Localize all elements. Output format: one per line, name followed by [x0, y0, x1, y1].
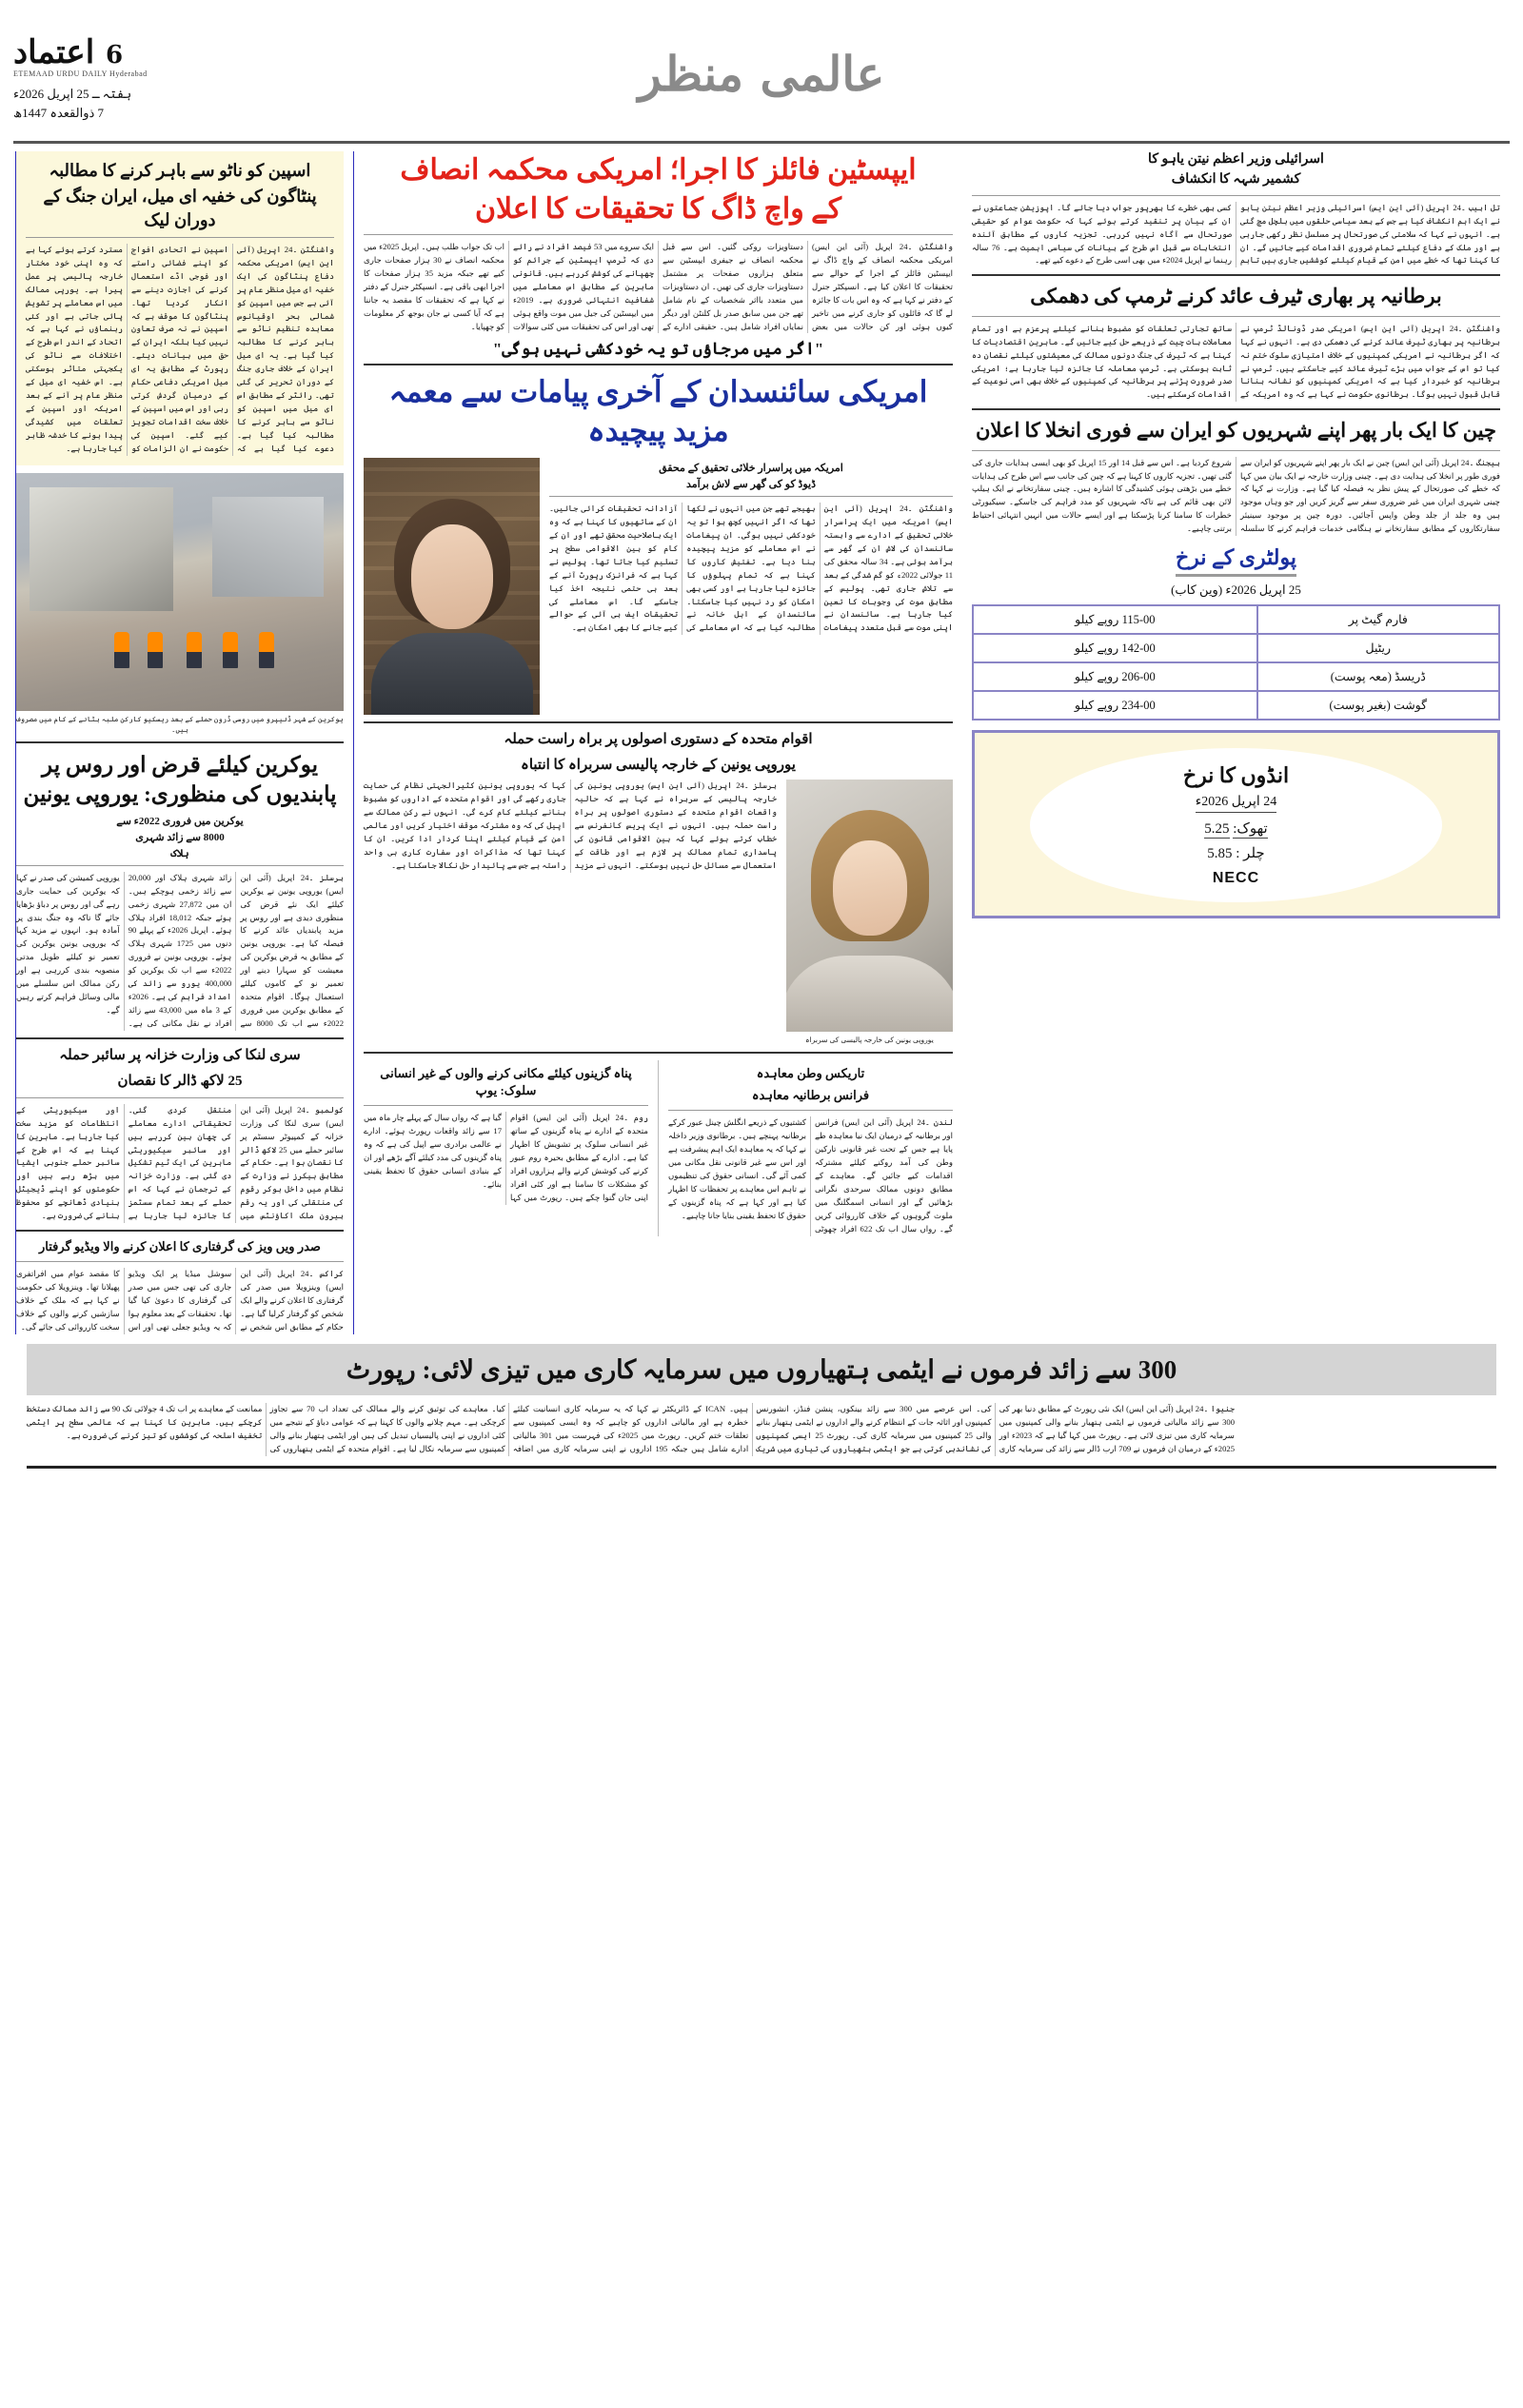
- france-uk-body: لندن ۔24 اپریل (آئی این ایس) فرانس اور برطانیہ کے درمیان ایک نیا معاہدہ طے پایا ہے جس کے تحت غیر قانونی تارکین وطن کی آمد روکنے کیلئے مشترکہ اقدامات کیے جائیں گے۔ معاہدے کے مطابق دونوں ممالک سرحدی نگرانی بڑھائیں گے اور انسانی اسمگلنگ میں ملوث گروہوں کے خلاف کارروائی کریں گے۔ رواں سال اب تک 622 افراد چھوٹی کشتیوں کے ذریعے انگلش چینل عبور کرکے برطانیہ پہنچے ہیں۔ برطانوی وزیر داخلہ نے کہا کہ یہ معاہدہ ایک اہم پیشرفت ہے اور اس سے غیر قانونی نقل مکانی میں کمی آئے گی۔ انسانی حقوق کی تنظیموں نے تاہم اس معاہدے پر تحفظات کا اظہار کیا ہے اور کہا ہے کہ پناہ گزینوں کے حقوق کا تحفظ یقینی بنایا جانا چاہیے۔: [668, 1117, 953, 1234]
- page-number: 6: [106, 41, 124, 69]
- poultry-row-0-value: 115-00 روپے کیلو: [973, 605, 1257, 634]
- rescue-worker: [187, 632, 202, 668]
- lead-headline-line2: کے واچ ڈاگ کا تحقیقات کا اعلان: [474, 192, 842, 225]
- spain-nato-headline-line2: پنٹاگون کی خفیہ ای میل، ایران جنگ کے دوران لیک: [43, 187, 317, 229]
- woman-face: [833, 840, 907, 936]
- eu-official-photo-caption: یوروپی یونین کی خارجہ پالیسی کی سربراہ: [805, 1036, 934, 1045]
- eu-loan-sub-1: یوکرین میں فروری 2022ء سے: [116, 815, 244, 827]
- eu-official-photo-block: [786, 780, 953, 1045]
- poultry-rates-table: [972, 604, 1500, 720]
- un-charter-headline-line2: یوروپی یونین کے خارجہ پالیسی سربراہ کا انتباہ: [521, 758, 796, 774]
- egg-retail-row: [1039, 844, 1433, 862]
- srilanka-headline: سری لنکا کی وزارت خزانہ پر سائبر حملہ: [59, 1047, 301, 1063]
- china-evacuation-headline: چین کا ایک بار پھر اپنے شہریوں کو ایران سے فوری انخلا کا اعلان: [975, 419, 1497, 443]
- table-row: [973, 662, 1499, 691]
- scientist-kicker-2: ڈیوڈ کو کی گھر سے لاش برآمد: [686, 479, 816, 491]
- poultry-row-1-value: 142-00 روپے کیلو: [973, 634, 1257, 662]
- refugee-body: روم ۔24 اپریل (آئی این ایس) اقوام متحدہ کے ادارے نے پناہ گزینوں کے ساتھ غیر انسانی سلوک پر تشویش کا اظہار کیا ہے۔ ادارے کے مطابق بحیرہ روم عبور کرنے کی کوشش کرنے والے ہزاروں افراد کو مشکلات کا سامنا ہے اور کئی افراد اپنی جان گنوا چکے ہیں۔ رپورٹ میں کہا گیا ہے کہ رواں سال کے پہلے چار ماہ میں 17 سے زائد واقعات رپورٹ ہوئے۔ ادارے نے عالمی برادری سے اپیل کی ہے کہ وہ پناہ گزینوں کی مدد کیلئے آگے بڑھے اور ان کے بنیادی انسانی حقوق کا تحفظ یقینی بنائے۔: [364, 1113, 648, 1202]
- israel-story-body: تل ابیب ۔24 اپریل (آئی این ایس) اسرائیلی وزیر اعظم نیتن یاہو نے ایک اہم انکشاف کیا ہے جس کے بعد سیاسی حلقوں میں ہلچل مچ گئی ہے۔ انہوں نے کہا کہ سلامتی کی صورتحال پر مسلسل نظر رکھی جارہی ہے اور ملک کے دفاع کیلئے تمام ضروری اقدامات کیے جائیں گے۔ ان کا کہنا تھا کہ خطے میں امن کے قیام کیلئے کوششیں جاری ہیں تاہم کسی بھی خطرے کا بھرپور جواب دیا جائے گا۔ اپوزیشن جماعتوں نے ان کے بیان پر تنقید کرتے ہوئے کہا کہ حکومت عوام کو حقیقی صورتحال سے آگاہ نہیں کررہی۔ تجزیہ کاروں کے مطابق آئندہ انتخابات سے قبل اس طرح کے بیانات کی سیاسی اہمیت ہے۔ 76 سالہ رہنما نے اپریل 2024ء میں بھی اسی طرح کے دعوے کیے تھے۔: [972, 202, 1501, 266]
- eu-story-text: [364, 780, 777, 872]
- eu-loan-body: برسلز ۔24 اپریل (آئی این ایس) یوروپی یونین نے یوکرین کیلئے ایک نئے قرض کی منظوری دیدی ہے اور روس پر مزید پابندیاں عائد کرنے کا فیصلہ کیا ہے۔ یوروپی یونین کے مطابق یہ قرض یوکرین کی معیشت کو سہارا دینے اور تعمیر نو کے کاموں کیلئے استعمال ہوگا۔ اقوام متحدہ کے مطابق یوکرین میں فروری 2022ء سے اب تک 8000 سے زائد شہری ہلاک اور 20,000 سے زائد زخمی ہوچکے ہیں۔ ان میں 27,872 شہری زخمی ہوئے جبکہ 18,012 افراد ہلاک ہوئے۔ اپریل 2026ء کے پہلے 90 دنوں میں 1725 شہری ہلاک ہوئے۔ یوروپی یونین نے فروری 2022ء سے اب تک یوکرین کو 400,000 یورو سے زائد کی امداد فراہم کی ہے۔ 2026ء کے 3 ماہ میں 43,000 سے زائد افراد نے نقل مکانی کی ہے۔ یوروپی کمیشن کی صدر نے کہا کہ یوکرین کی حمایت جاری رہے گی اور روس پر دباؤ بڑھایا جائے گا تاکہ وہ جنگ بندی پر آمادہ ہو۔ انہوں نے مزید کہا کہ یوروپی یونین یوکرین کی تعمیر نو کیلئے طویل مدتی منصوبہ بندی کررہی ہے اور رکن ممالک اس سلسلے میں مالی وسائل فراہم کرتے رہیں گے۔: [16, 872, 344, 1028]
- column-left: [15, 151, 353, 1334]
- poultry-rates-date: 25 اپریل 2026ء (وین کاب): [1171, 582, 1301, 598]
- nuclear-investment-banner: [27, 1344, 1496, 1395]
- pull-quote-headline: "اگر میں مرجاؤں تو یہ خودکشی نہیں ہوگی": [364, 339, 953, 365]
- scientist-photo: [364, 458, 540, 715]
- nuclear-investment-headline: 300 سے زائد فرموں نے ایٹمی ہتھیاروں میں سرمایہ کاری میں تیزی لائی: رپورٹ: [346, 1354, 1177, 1384]
- venezuela-headline: صدر ویں ویز کی گرفتاری کا اعلان کرنے والا ویڈیو گرفتار: [39, 1239, 321, 1254]
- eu-loan-sub-2: 8000 سے زائد شہری: [135, 831, 225, 843]
- poultry-row-2-value: 206-00 روپے کیلو: [973, 662, 1257, 691]
- issue-date-gregorian: ہفتہ ـ 25 اپریل 2026ء: [13, 87, 132, 101]
- uk-tariff-body: واشنگٹن ۔24 اپریل (آئی این ایس) امریکی صدر ڈونالڈ ٹرمپ نے برطانیہ پر بھاری ٹیرف عائد کرنے کی دھمکی دی ہے۔ انہوں نے کہا کہ اگر برطانیہ نے امریکی کمپنیوں کے خلاف امتیازی سلوک ختم نہ کیا تو اس کے جواب میں بڑے ٹیرف عائد کیے جاسکتے ہیں۔ ٹرمپ نے برطانیہ کو خبردار کیا ہے کہ امریکی کمپنیوں کو نشانہ بنانا قابل قبول نہیں ہوگا۔ برطانوی حکومت نے کہا ہے کہ وہ امریکہ کے ساتھ تجارتی تعلقات کو مضبوط بنانے کیلئے پرعزم ہے اور تمام معاملات بات چیت کے ذریعے حل کیے جائیں گے۔ ماہرین اقتصادیات کا کہنا ہے کہ ٹیرف کی جنگ دونوں ممالک کی معیشتوں کیلئے نقصان دہ ثابت ہوسکتی ہے۔ ٹرمپ معاملہ کا جائزہ لیا جارہا ہے؛ امریکی صدر ضرورت پڑنے پر برطانیہ کی کمپنیوں کے خلاف بھی اسی نوعیت کے اقدامات کرسکتے ہیں۔: [972, 323, 1500, 400]
- column-middle: [353, 151, 962, 1334]
- eu-story-block: [364, 780, 953, 1045]
- rubble-photo-block: [16, 473, 344, 735]
- spain-nato-headline-line1: اسپین کو ناٹو سے باہر کرنے کا مطالبہ: [49, 161, 311, 180]
- france-uk-headline-line2: فرانس برطانیہ معاہدہ: [751, 1088, 870, 1103]
- rubble-rescue-photo: [16, 473, 344, 711]
- bottom-story-section: [13, 1344, 1510, 1469]
- egg-rates-box: [972, 730, 1500, 918]
- egg-wholesale-value: 5.25: [1204, 821, 1230, 838]
- refugee-headline: پناہ گزینوں کیلئے مکانی کرنے والوں کے غیر انسانی سلوک: یوپ: [380, 1066, 632, 1098]
- uk-tariff-headline: برطانیہ پر بھاری ٹیرف عائد کرنے ٹرمپ کی دھمکی: [1030, 285, 1442, 308]
- table-row: [973, 634, 1499, 662]
- scientist-story-block: [364, 458, 953, 715]
- rescue-worker: [223, 632, 238, 668]
- scientist-story-text: [549, 458, 953, 635]
- israel-headline-line2: کشمیر شہہ کا انکشاف: [1171, 171, 1301, 187]
- egg-rates-date: 24 اپریل 2026ء: [1196, 794, 1277, 813]
- egg-rates-title: انڈوں کا نرخ: [1182, 763, 1290, 788]
- migration-story-block: [668, 1060, 953, 1236]
- table-row: [973, 691, 1499, 720]
- egg-retail-value: 5.85: [1207, 846, 1233, 862]
- france-uk-headline-line1: تاریکس وطن معاہدہ: [756, 1066, 865, 1081]
- egg-rates-oval: [1030, 748, 1442, 902]
- scientist-story-body: واشنگٹن ۔24 اپریل (آئی این ایس) امریکہ میں ایک پراسرار خلائی تحقیق کے ادارے سے وابستہ سائنسدان کی لاش ان کے گھر سے برآمد ہوئی ہے۔ 34 سالہ محقق کی 11 جولائی 2022ء کو گم شدگی کے بعد سے تلاش جاری تھی۔ پولیس کے مطابق موت کی وجوہات کا تعین کیا جارہا ہے۔ سائنسدان نے اپنی موت سے قبل متعدد پیغامات بھیجے تھے جن میں انہوں نے لکھا تھا کہ اگر انہیں کچھ ہوا تو یہ خودکشی نہیں ہوگی۔ ان پیغامات نے اس معاملے کو مزید پیچیدہ بنا دیا ہے۔ تفتیش کاروں کا کہنا ہے کہ تمام پہلوؤں کا جائزہ لیا جارہا ہے اور کسی بھی امکان کو رد نہیں کیا جاسکتا۔ سائنسدان کے اہل خانہ نے مطالبہ کیا ہے کہ اس معاملے کی آزادانہ تحقیقات کرائی جائیں۔ ان کے ساتھیوں کا کہنا ہے کہ وہ ایک باصلاحیت محقق تھے اور ان کے کام کو بین الاقوامی سطح پر تسلیم کیا جاتا تھا۔ پولیس نے کہا ہے کہ فرانزک رپورٹ آنے کے بعد ہی حتمی نتیجہ اخذ کیا جاسکے گا۔ اس معاملے کی تحقیقات ایف بی آئی کے حوالے کیے جانے کا بھی امکان ہے۔: [549, 503, 954, 633]
- publication-subtitle: ETEMAAD URDU DAILY Hyderabad: [13, 69, 148, 78]
- publication-name: اعتماد: [13, 33, 95, 71]
- venezuela-body: کراکس ۔24 اپریل (آئی این ایس) وینزویلا میں صدر کی گرفتاری کا اعلان کرنے والے ایک شخص کو گرفتار کرلیا گیا ہے۔ حکام کے مطابق اس شخص نے سوشل میڈیا پر ایک ویڈیو جاری کی تھی جس میں صدر کی گرفتاری کا دعویٰ کیا گیا تھا۔ تحقیقات کے بعد معلوم ہوا کہ یہ ویڈیو جعلی تھی اور اس کا مقصد عوام میں افراتفری پھیلانا تھا۔ وینزویلا کی حکومت نے کہا ہے کہ ملک کے خلاف سازشیں کرنے والوں کے خلاف سخت کارروائی کی جائے گی۔: [16, 1269, 344, 1332]
- poultry-row-0-label: فارم گیٹ پر: [1257, 605, 1499, 634]
- portrait-face: [411, 524, 493, 629]
- bottom-mid-stories: [364, 1060, 953, 1236]
- srilanka-body: کولمبو ۔24 اپریل (آئی این ایس) سری لنکا کی وزارت خزانہ کے کمپیوٹر سسٹم پر سائبر حملے میں 25 لاکھ ڈالر کا نقصان ہوا ہے۔ حکام کے مطابق ہیکرز نے وزارت کے نظام میں داخل ہوکر رقوم کی منتقلی کی اور یہ رقم بیرون ملک اکاؤنٹس میں منتقل کردی گئی۔ تحقیقاتی ادارے معاملے کی چھان بین کررہے ہیں اور سائبر سیکیوریٹی ماہرین کی ایک ٹیم تشکیل دی گئی ہے۔ وزارت خزانہ کے ترجمان نے کہا کہ اس حملے کے بعد تمام سسٹمز کا جائزہ لیا جارہا ہے اور سیکیوریٹی کے انتظامات کو مزید سخت کیا جارہا ہے۔ ماہرین کا کہنا ہے کہ اس طرح کے سائبر حملے جنوبی ایشیا میں بڑھ رہے ہیں اور حکومتوں کو اپنے ڈیجیٹل بنیادی ڈھانچے کو محفوظ بنانے کی ضرورت ہے۔: [16, 1104, 345, 1221]
- page-bottom-rule: [27, 1466, 1496, 1469]
- egg-rates-source: NECC: [1212, 870, 1260, 887]
- poultry-rates-box: [972, 545, 1500, 577]
- poultry-row-1-label: ریٹیل: [1257, 634, 1499, 662]
- issue-date-hijri: 7 ذوالقعدہ 1447ھ: [13, 105, 105, 120]
- rescue-worker: [148, 632, 163, 668]
- newspaper-page: [0, 29, 1523, 2408]
- lead-headline-line1: ایپسٹین فائلز کا اجرا؛ امریکی محکمہ انصاف: [400, 154, 917, 186]
- un-charter-body: برسلز ۔24 اپریل (آئی این ایس) یوروپی یونین کی خارجہ پالیسی کے سربراہ نے کہا ہے کہ حالیہ واقعات اقوام متحدہ کے دستوری اصولوں پر براہ راست حملہ ہیں۔ انہوں نے ایک پریس کانفرنس سے خطاب کرتے ہوئے کہا کہ بین الاقوامی قانون کی پاسداری تمام ممالک پر لازم ہے اور طاقت کے استعمال سے مسائل حل نہیں ہوسکتے۔ انہوں نے مزید کہا کہ یوروپی یونین کثیرالجہتی نظام کی حمایت جاری رکھے گی اور اقوام متحدہ کے اداروں کو مضبوط بنانے کیلئے کام کرے گی۔ انہوں نے رکن ممالک سے اپیل کی کہ وہ مشترکہ موقف اختیار کریں اور عالمی امن کے قیام کیلئے اپنا کردار ادا کریں۔ ان کا کہنا تھا کہ مذاکرات اور سفارت کاری ہی واحد راستہ ہے جس سے پائیدار حل نکالا جاسکتا ہے۔: [364, 780, 777, 870]
- page-content: [13, 151, 1510, 1334]
- rescue-worker: [259, 632, 274, 668]
- refugee-story-block: [364, 1060, 659, 1236]
- eu-loan-sub-3: ہلاک: [170, 847, 189, 859]
- spain-nato-box: [16, 151, 344, 465]
- spain-nato-body: واشنگٹن ۔24 اپریل (آئی این ایس) امریکی محکمہ دفاع پنٹاگون کی ایک خفیہ ای میل منظر عام پر آئی ہے جس میں اسپین کو شمالی بحر اوقیانوس معاہدہ تنظیم ناٹو سے باہر کرنے کا مطالبہ کیا گیا ہے۔ یہ ای میل ایران کے خلاف جاری جنگ کے دوران تحریر کی گئی تھی۔ رائٹر کے مطابق اس ای میل میں اسپین کو ناٹو سے باہر کرنے کا مطالبہ کیا گیا ہے۔ دعوے کیا گیا ہے کہ اسپین نے اتحادی افواج کو اپنے فضائی راستے اور فوجی اڈے استعمال کرنے کی اجازت دینے سے انکار کردیا تھا۔ پنٹاگون کا موقف ہے کہ اسپین نے نہ صرف تعاون نہیں کیا بلکہ ایران کے حق میں بیانات دیئے۔ رپورٹ کے مطابق یہ ای میل امریکی دفاعی حکام کے درمیان گردش کرتی رہی اور اس میں اسپین کے خلاف سخت اقدامات تجویز کیے گئے۔ اسپین کی حکومت نے ان الزامات کو مسترد کرتے ہوئے کہا ہے کہ وہ اپنی خود مختار خارجہ پالیسی پر عمل پیرا ہے۔ یورپی ممالک میں اس معاملے پر تشویش پائی جاتی ہے اور کئی رہنماؤں نے کہا ہے کہ اتحاد کے اندر اس طرح کے اختلافات سے ناٹو کی یکجہتی متاثر ہوسکتی ہے۔ اس خفیہ ای میل کے منظر عام پر آنے کے بعد امریکہ اور اسپین کے تعلقات میں کشیدگی پیدا ہونے کا خدشہ ظاہر کیا جارہا ہے۔: [26, 244, 334, 453]
- eu-official-photo: [786, 780, 953, 1032]
- poultry-rates-title: پولٹری کے نرخ: [1176, 545, 1296, 577]
- egg-wholesale-label: تھوک:: [1233, 821, 1268, 838]
- scientist-kicker-1: امریکہ میں پراسرار خلائی تحقیق کے محقق: [659, 463, 843, 475]
- rescue-worker: [114, 632, 129, 668]
- woman-body: [786, 956, 953, 1032]
- column-right: [962, 151, 1510, 1334]
- poultry-row-3-value: 234-00 روپے کیلو: [973, 691, 1257, 720]
- srilanka-subheadline: 25 لاکھ ڈالر کا نقصان: [117, 1073, 243, 1089]
- lead-story-body: واشنگٹن ۔24 اپریل (آئی این ایس) امریکی محکمہ انصاف کے واچ ڈاگ نے ایپسٹین فائلز کے اجرا کے حوالے سے تحقیقات کا اعلان کیا ہے۔ انسپکٹر جنرل کے دفتر نے کہا ہے کہ وہ اس بات کا جائزہ لے گا کہ فائلوں کو جاری کرنے میں تاخیر کیوں ہوئی اور کن حالات میں بعض دستاویزات روکی گئیں۔ اس سے قبل محکمہ انصاف نے جیفری ایپسٹین سے متعلق ہزاروں صفحات پر مشتمل دستاویزات جاری کی تھیں۔ ان دستاویزات میں متعدد بااثر شخصیات کے نام شامل تھے جن میں سابق صدر بل کلنٹن اور دیگر نمایاں افراد شامل ہیں۔ حقیقی ادارے کے ایک سروے میں 53 فیصد افراد نے رائے دی کہ ٹرمپ ایپسٹین کے جرائم کو چھپانے کی کوشش کررہے ہیں۔ قانونی ماہرین کے مطابق اس معاملے میں شفافیت انتہائی ضروری ہے۔ 2019ء میں ایپسٹین کی جیل میں موت واقع ہوئی تھی اور اس کی تحقیقات میں کئی سوالات اب تک جواب طلب ہیں۔ اپریل 2025ء میں محکمہ انصاف نے 30 ہزار صفحات جاری کیے تھے جبکہ مزید 35 ہزار صفحات کا اجرا ابھی باقی ہے۔ انسپکٹر جنرل کے دفتر نے کہا ہے کہ تحقیقات کا مقصد یہ جاننا ہے کہ آیا کسی نے جان بوجھ کر معلومات کو چھپایا۔: [364, 242, 953, 331]
- rubble-photo-caption: یوکرین کے شہر ڈنیپرو میں روسی ڈرون حملے کے بعد ریسکیو کارکن ملبہ ہٹانے کے کام میں مصروف ہیں۔: [16, 714, 344, 734]
- poultry-row-3-label: گوشت (بغیر پوست): [1257, 691, 1499, 720]
- poultry-row-2-label: ڈریسڈ (معہ پوست): [1257, 662, 1499, 691]
- scientist-photo-block: [364, 458, 540, 715]
- israel-headline-line1: اسرائیلی وزیر اعظم نیتن یاہو کا: [1148, 152, 1324, 167]
- masthead: [13, 29, 1510, 144]
- table-row: [973, 605, 1499, 634]
- eu-loan-headline: یوکرین کیلئے قرض اور روس پر پابندیوں کی منظوری: یوروپی یونین: [23, 752, 337, 806]
- un-charter-headline-line1: اقوام متحدہ کے دستوری اصولوں پر براہ راست حملہ: [504, 732, 813, 748]
- egg-wholesale-row: [1039, 819, 1433, 838]
- egg-retail-label: چلر :: [1236, 846, 1265, 862]
- portrait-body: [371, 633, 533, 715]
- china-evacuation-body: بیجنگ ۔24 اپریل (آئی این ایس) چین نے ایک بار پھر اپنے شہریوں کو ایران سے فوری طور پر انخلا کی ہدایت دی ہے۔ چینی وزارت خارجہ نے ایک بیان میں کہا کہ خطے کی صورتحال کے پیش نظر یہ فیصلہ کیا گیا ہے۔ وزارت نے کہا کہ چینی شہری ایران میں غیر ضروری سفر سے گریز کریں اور جو وہاں موجود ہیں وہ جلد از جلد وطن واپس آجائیں۔ دورہ چین پر موجود سینیئر سفارتکاروں کے مطابق سفارتخانے نے ہنگامی خدمات فراہم کرنے کا سلسلہ شروع کردیا ہے۔ اس سے قبل 14 اور 15 اپریل کو بھی ایسی ہدایات جاری کی گئی تھیں۔ تجزیہ کاروں کا کہنا ہے کہ چین کی جانب سے اس طرح کی ہدایات خطے میں بڑھتی ہوئی کشیدگی کا اشارہ ہیں۔ چینی سفارتخانے نے ایک ہیلپ لائن بھی قائم کی ہے تاکہ شہریوں کو مدد فراہم کی جاسکے۔ سیکیورٹی خطرات کا سامنا کرنا پڑسکتا ہے اور ایسے حالات میں انہیں انتہائی احتیاط برتنی چاہیے۔: [972, 457, 1500, 534]
- scientist-headline: امریکی سائنسدان کے آخری پیامات سے معمہ مزید پیچیدہ: [388, 375, 928, 447]
- nuclear-investment-body: جنیوا ۔24 اپریل (آئی این ایس) ایک نئی رپورٹ کے مطابق دنیا بھر کی 300 سے زائد مالیاتی فرموں نے ایٹمی ہتھیار بنانے والی کمپنیوں میں سرمایہ کاری میں تیزی لائی ہے۔ رپورٹ میں کہا گیا ہے کہ 2023ء اور 2025ء کے درمیان ان فرموں نے 709 ارب ڈالر سے زائد کی سرمایہ کاری کی۔ اس عرصے میں 300 سے زائد بینکوں، پنشن فنڈز، انشورنس کمپنیوں اور اثاثہ جات کے انتظام کرنے والے اداروں نے ایٹمی ہتھیار بنانے والی 25 کمپنیوں میں سرمایہ کاری کی۔ رپورٹ 25 ایسی کمپنیوں کی نشاندہی کرتی ہے جو ایٹمی ہتھیاروں کی تیاری میں شریک ہیں۔ ICAN کے ڈائریکٹر نے کہا کہ یہ سرمایہ کاری انسانیت کیلئے خطرہ ہے اور مالیاتی اداروں کو چاہیے کہ وہ ایسی کمپنیوں سے تعلقات ختم کریں۔ رپورٹ میں 2025ء کی فہرست میں 301 مالیاتی ادارے شامل ہیں جبکہ 195 اداروں نے اپنی سرمایہ کاری میں اضافہ کیا۔ معاہدے کی توثیق کرنے والے ممالک کی تعداد اب 70 سے تجاوز کرچکی ہے۔ مہم چلانے والوں کا کہنا ہے کہ عوامی دباؤ کے نتیجے میں کئی اداروں نے اپنی پالیسیاں تبدیل کی ہیں اور ایٹمی ہتھیار بنانے والی کمپنیوں سے سرمایہ نکال لیا ہے۔ اقوام متحدہ کے ایٹمی ہتھیاروں کی ممانعت کے معاہدے پر اب تک 4 جولائی تک 90 سے زائد ممالک دستخط کرچکے ہیں۔ ماہرین کا کہنا ہے کہ عالمی سطح پر ایٹمی تخفیف اسلحہ کی کوششوں کو تیز کرنے کی ضرورت ہے۔: [27, 1404, 1235, 1454]
- section-title: عالمی منظر: [638, 46, 885, 102]
